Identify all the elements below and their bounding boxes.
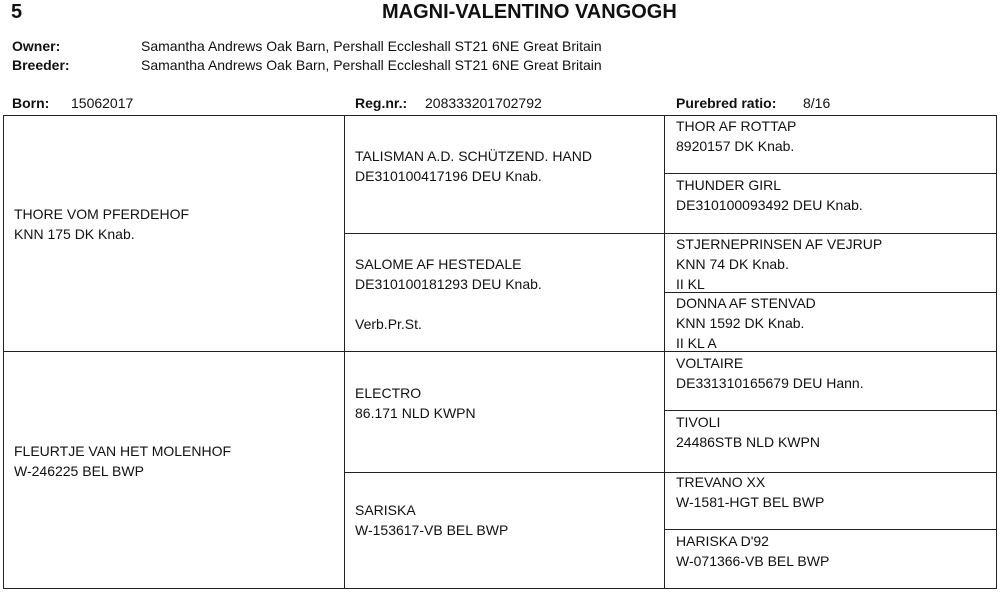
dam-dam-reg: W-153617-VB BEL BWP (355, 522, 509, 538)
dam-dam-cell (355, 500, 508, 540)
lot-number: 5 (11, 1, 23, 23)
dd-dam-name: HARISKA D'92 (676, 533, 769, 549)
dam-sire-name: ELECTRO (355, 385, 422, 401)
breeder-label: Breeder: (12, 57, 70, 73)
sire-dam-cell (355, 254, 542, 334)
horse-name: MAGNI-VALENTINO VANGOGH (382, 1, 677, 23)
sd-sire-name: STJERNEPRINSEN AF VEJRUP (676, 236, 883, 252)
divider-half (4, 351, 996, 352)
dd-sire-name: TREVANO XX (676, 474, 766, 490)
owner-label: Owner: (12, 38, 61, 54)
ss-dam-cell (676, 175, 863, 215)
sire-sire-name: TALISMAN A.D. SCHÜTZEND. HAND (355, 148, 592, 164)
divider-col-1 (344, 116, 345, 588)
sire-dam-name: SALOME AF HESTEDALE (355, 256, 522, 272)
ds-dam-reg: 24486STB NLD KWPN (676, 434, 820, 450)
ds-sire-name: VOLTAIRE (676, 355, 744, 371)
sire-dam-reg: DE310100181293 DEU Knab. (355, 276, 542, 292)
dam-sire-reg: 86.171 NLD KWPN (355, 405, 476, 421)
divider-eighth-3 (664, 410, 996, 411)
born-value: 15062017 (71, 95, 134, 111)
ds-sire-cell (676, 353, 864, 393)
ss-sire-reg: 8920157 DK Knab. (676, 138, 795, 154)
breeder-value: Samantha Andrews Oak Barn, Pershall Eccleshall ST21 6NE Great Britain (141, 57, 602, 73)
dd-sire-reg: W-1581-HGT BEL BWP (676, 494, 825, 510)
ds-sire-reg: DE331310165679 DEU Hann. (676, 375, 864, 391)
sire-cell (14, 204, 189, 244)
dam-sire-cell (355, 383, 476, 423)
dd-dam-reg: W-071366-VB BEL BWP (676, 553, 830, 569)
sd-dam-name: DONNA AF STENVAD (676, 295, 816, 311)
divider-eighth-1 (664, 173, 996, 174)
ss-dam-name: THUNDER GIRL (676, 177, 782, 193)
dam-name: FLEURTJE VAN HET MOLENHOF (14, 443, 232, 459)
ss-dam-reg: DE310100093492 DEU Knab. (676, 197, 863, 213)
sd-dam-cell (676, 293, 816, 353)
sd-sire-cell (676, 234, 882, 294)
sire-name: THORE VOM PFERDEHOF (14, 206, 190, 222)
sd-sire-reg: KNN 74 DK Knab. (676, 256, 789, 272)
reg-value: 208333201702792 (425, 95, 542, 111)
born-label: Born: (12, 95, 50, 111)
dam-dam-name: SARISKA (355, 502, 416, 518)
ds-dam-name: TIVOLI (676, 414, 721, 430)
dam-reg: W-246225 BEL BWP (14, 463, 144, 479)
sire-dam-note: Verb.Pr.St. (355, 316, 422, 332)
divider-eighth-4 (664, 529, 996, 530)
divider-quarter-bottom (344, 472, 996, 473)
ds-dam-cell (676, 412, 820, 452)
ss-sire-name: THOR AF ROTTAP (676, 118, 797, 134)
divider-col-2 (664, 116, 665, 588)
purebred-label: Purebred ratio: (676, 95, 777, 111)
sd-sire-note: II KL (676, 276, 705, 292)
sire-sire-reg: DE310100417196 DEU Knab. (355, 168, 542, 184)
reg-label: Reg.nr.: (355, 95, 408, 111)
sd-dam-note: II KL A (676, 335, 717, 351)
sire-sire-cell (355, 146, 592, 186)
pedigree-grid (3, 115, 997, 589)
dd-dam-cell (676, 531, 829, 571)
owner-value: Samantha Andrews Oak Barn, Pershall Eccleshall ST21 6NE Great Britain (141, 38, 602, 54)
sd-dam-reg: KNN 1592 DK Knab. (676, 315, 805, 331)
sire-reg: KNN 175 DK Knab. (14, 226, 135, 242)
dam-cell (14, 441, 231, 481)
divider-quarter-top (344, 233, 996, 234)
purebred-value: 8/16 (803, 95, 831, 111)
ss-sire-cell (676, 116, 796, 156)
dd-sire-cell (676, 472, 824, 512)
